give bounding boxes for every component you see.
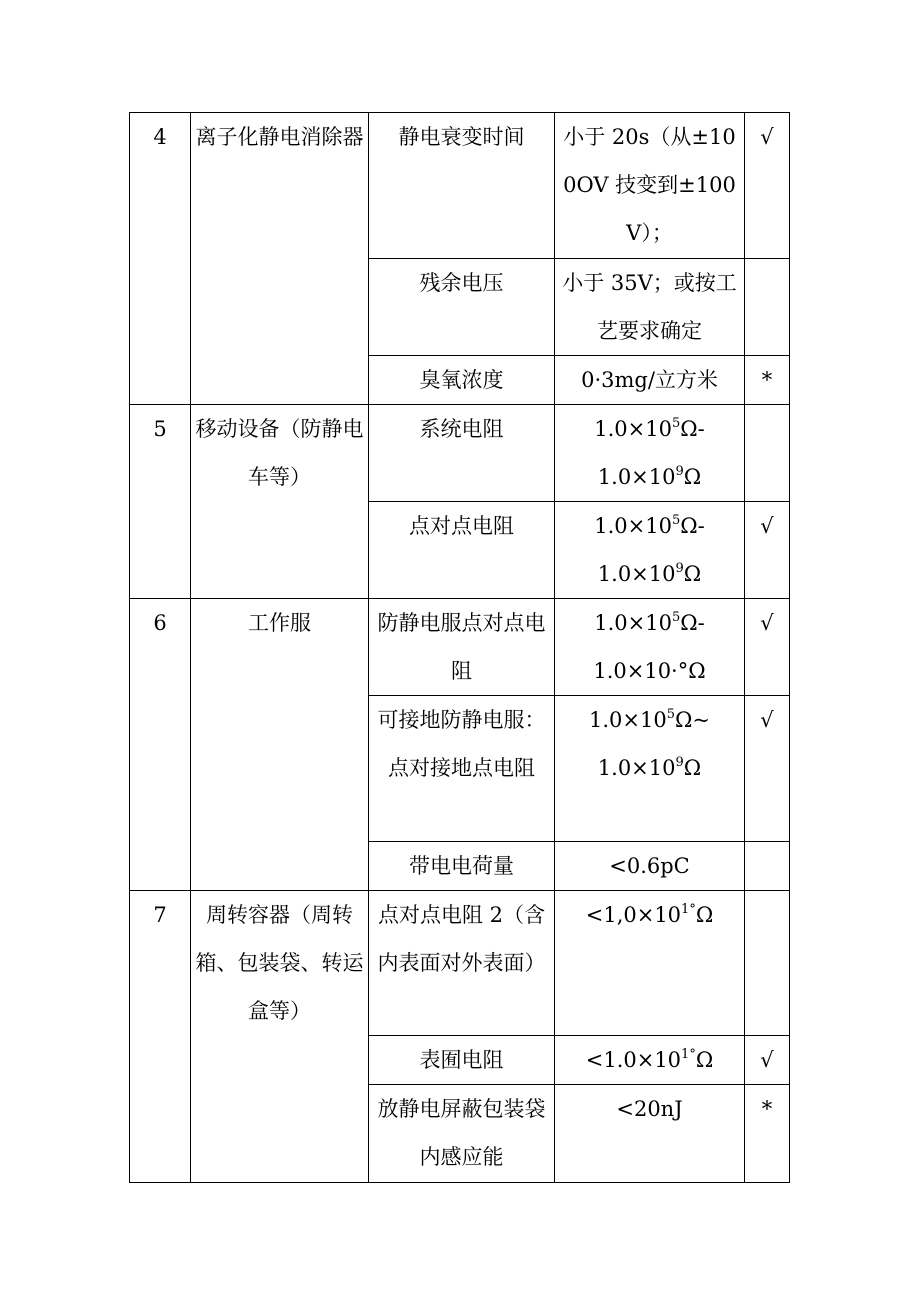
test-item: 表囿电阻: [369, 1036, 555, 1085]
mark-empty: [745, 259, 790, 356]
table-row: [130, 113, 790, 259]
row-number: 5: [130, 405, 191, 599]
device-name: 周转容器（周转箱、包装袋、转运盒等）: [191, 891, 369, 1183]
test-item: 带电电荷量: [369, 842, 555, 891]
row-number: 4: [130, 113, 191, 405]
device-name: 离子化静电消除器: [191, 113, 369, 405]
mark-check: √: [745, 599, 790, 696]
requirement-value: $1.0\times 10^5\Omega-$ $1.0\times 10^9\Omega$: [555, 405, 745, 502]
requirement-value: $<1,0\times 10^{1^\circ}\Omega$: [555, 891, 745, 1036]
device-name: 工作服: [191, 599, 369, 891]
mark-check: √: [745, 1036, 790, 1085]
mark-asterisk: *: [745, 1085, 790, 1183]
requirement-value: $<1.0\times 10^{1^\circ}\Omega$: [555, 1036, 745, 1085]
test-item: 点对点电阻: [369, 502, 555, 599]
spec-table: [129, 112, 790, 1183]
test-item: 残余电压: [369, 259, 555, 356]
test-item: 系统电阻: [369, 405, 555, 502]
test-item: 防静电服点对点电阻: [369, 599, 555, 696]
requirement-value: 小于 35V；或按工艺要求确定: [555, 259, 745, 356]
test-item: 放静电屏蔽包装袋内感应能: [369, 1085, 555, 1183]
requirement-value: <20nJ: [555, 1085, 745, 1183]
mark-empty: [745, 842, 790, 891]
table-row: [130, 891, 790, 1036]
mark-check: √: [745, 696, 790, 842]
mark-check: √: [745, 502, 790, 599]
test-item: 静电衰变时间: [369, 113, 555, 259]
requirement-value: $1.0\times 10^5\Omega-$ $1.0\times 10^9\Omega$: [555, 502, 745, 599]
requirement-value: $1.0\times 10^5\Omega\sim$ $1.0\times 10^9\Omega$: [555, 696, 745, 842]
row-number: 6: [130, 599, 191, 891]
table-row: [130, 599, 790, 696]
mark-empty: [745, 891, 790, 1036]
mark-check: √: [745, 113, 790, 259]
table-row: [130, 405, 790, 502]
device-name: 移动设备（防静电车等）: [191, 405, 369, 599]
requirement-value: $1.0\times 10^5\Omega-$ 1.0×10·°Ω: [555, 599, 745, 696]
mark-asterisk: *: [745, 356, 790, 405]
test-item: 点对点电阻 2（含内表面对外表面）: [369, 891, 555, 1036]
requirement-value: 0·3mg/立方米: [555, 356, 745, 405]
test-item: 可接地防静电服：点对接地点电阻: [369, 696, 555, 842]
mark-empty: [745, 405, 790, 502]
requirement-value: 小于 20s（从±100OV 技变到±100V）；: [555, 113, 745, 259]
row-number: 7: [130, 891, 191, 1183]
test-item: 臭氧浓度: [369, 356, 555, 405]
requirement-value: <0.6pC: [555, 842, 745, 891]
